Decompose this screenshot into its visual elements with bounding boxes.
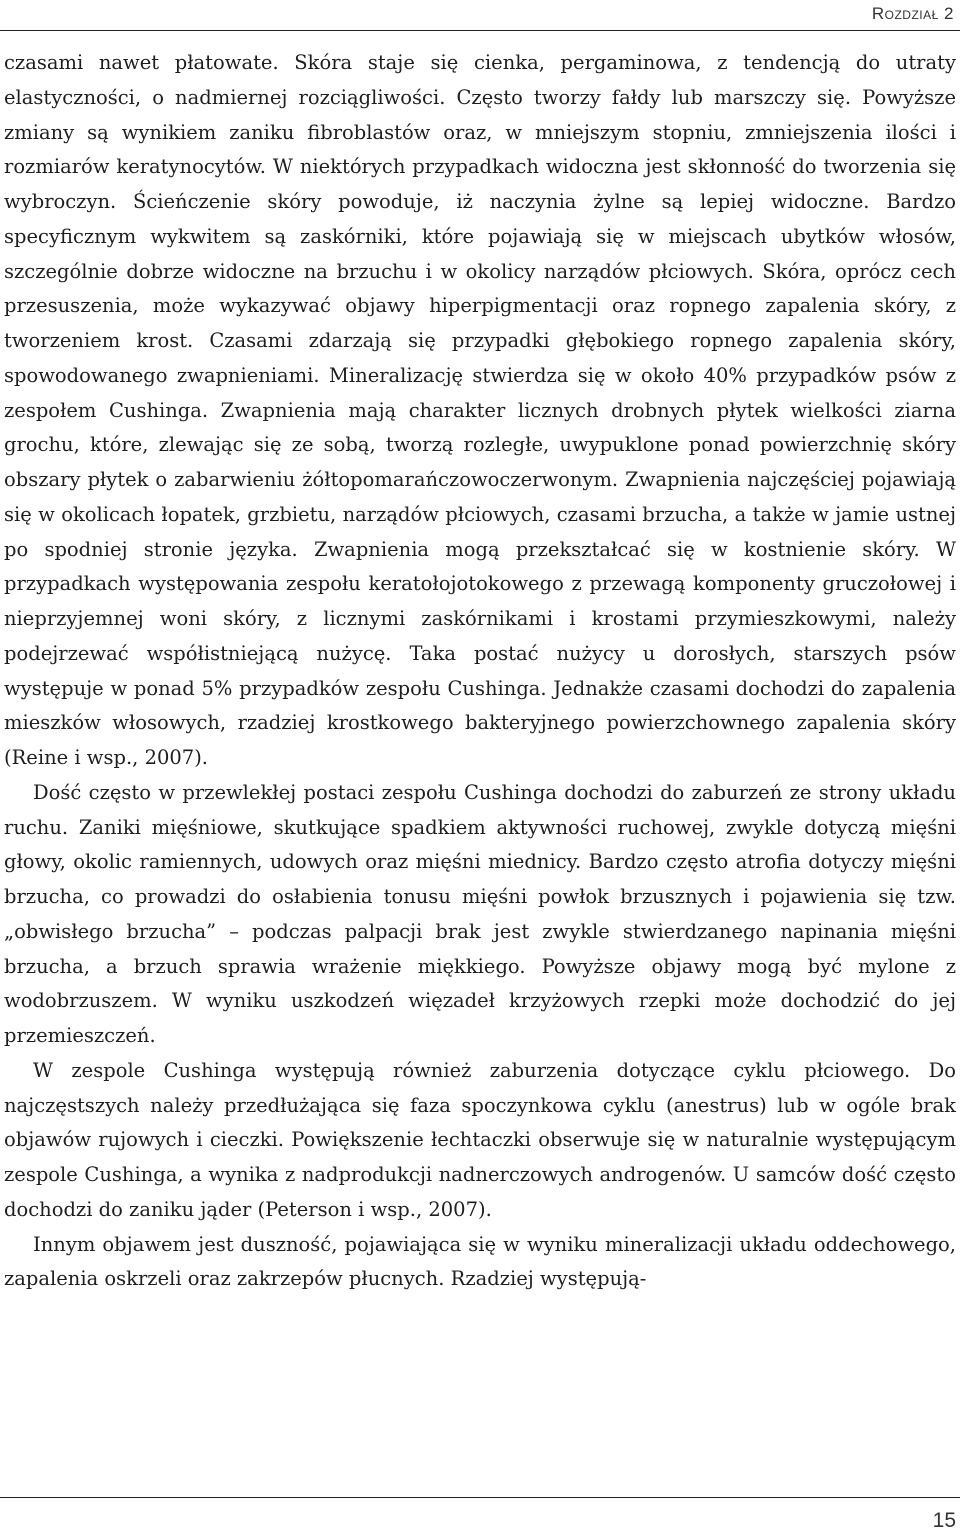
header-rule: [0, 30, 960, 31]
chapter-title: Rozdział 2: [871, 4, 954, 23]
body-text: [4, 46, 956, 1297]
paragraph: Dość często w przewlekłej postaci zespołu Cushinga dochodzi do zaburzeń ze strony układu ruchu. Zaniki mięśniowe, skutkujące spadkiem aktywności ruchowej, zwykle dotyczą mięśni głowy, okolic ramiennych, udowych oraz mięśni miednicy. Bardzo często atrofia dotyczy mięśni brzucha, co prowadzi do osłabienia tonusu mięśni powłok brzusznych i pojawienia się tzw. „obwisłego brzucha” – podczas palpacji brak jest zwykle stwierdzanego napinania mięśni brzucha, a brzuch sprawia wrażenie miękkiego. Powyższe objawy mogą być mylone z wodobrzuszem. W wyniku uszkodzeń więzadeł krzyżowych rzepki może dochodzić do jej przemieszczeń.: [4, 780, 956, 1047]
paragraph: W zespole Cushinga występują również zaburzenia dotyczące cyklu płciowego. Do najczęstszych należy przedłużająca się faza spoczynkowa cyklu (anestrus) lub w ogóle brak objawów rujowych i cieczki. Powiększenie łechtaczki obserwuje się w naturalnie występującym zespole Cushinga, a wynika z nadprodukcji nadnerczowych androgenów. U samców dość często dochodzi do zaniku jąder (Peterson i wsp., 2007).: [4, 1058, 956, 1221]
paragraph: czasami nawet płatowate. Skóra staje się cienka, pergaminowa, z tendencją do utraty elastyczności, o nadmiernej rozciągliwości. Często tworzy fałdy lub marszczy się. Powyższe zmiany są wynikiem zaniku fibroblastów oraz, w mniejszym stopniu, zmniejszenia ilości i rozmiarów keratynocytów. W niektórych przypadkach widoczna jest skłonność do tworzenia się wybroczyn. Ścieńczenie skóry powoduje, iż naczynia żylne są lepiej widoczne. Bardzo specyficznym wykwitem są zaskórniki, które pojawiają się w miejscach ubytków włosów, szczególnie dobrze widoczne na brzuchu i w okolicy narządów płciowych. Skóra, oprócz cech przesuszenia, może wykazywać objawy hiperpigmentacji oraz ropnego zapalenia skóry, z tworzeniem krost. Czasami zdarzają się przypadki głębokiego ropnego zapalenia skóry, spowodowanego zwapnieniami. Mineralizację stwierdza się w około 40% przypadków psów z zespołem Cushinga. Zwapnienia mają charakter licznych drobnych płytek wielkości ziarna grochu, które, zlewając się ze sobą, tworzą rozległe, uwypuklone ponad powierzchnię skóry obszary płytek o zabarwieniu żółtopomarańczowoczerwonym. Zwapnienia najczęściej pojawiają się w okolicach łopatek, grzbietu, narządów płciowych, czasami brzucha, a także w jamie ustnej po spodniej stronie języka. Zwapnienia mogą przekształcać się w kostnienie skóry. W przypadkach występowania zespołu keratołojotokowego z przewagą komponenty gruczołowej i nieprzyjemnej woni skóry, z licznymi zaskórnikami i krostami przymieszkowymi, należy podejrzewać współistniejącą nużycę. Taka postać nużycy u dorosłych, starszych psów występuje w ponad 5% przypadków zespołu Cushinga. Jednakże czasami dochodzi do zapalenia mieszków włosowych, rzadziej krostkowego bakteryjnego powierzchownego zapalenia skóry (Reine i wsp., 2007).: [4, 51, 956, 769]
paragraph: Innym objawem jest duszność, pojawiająca się w wyniku mineralizacji układu oddechowego, zapalenia oskrzeli oraz zakrzepów płucnych. Rzadziej występują-: [4, 1232, 956, 1291]
page-number: 15: [932, 1509, 956, 1532]
footer-rule: [0, 1497, 960, 1498]
running-header: [0, 0, 960, 30]
